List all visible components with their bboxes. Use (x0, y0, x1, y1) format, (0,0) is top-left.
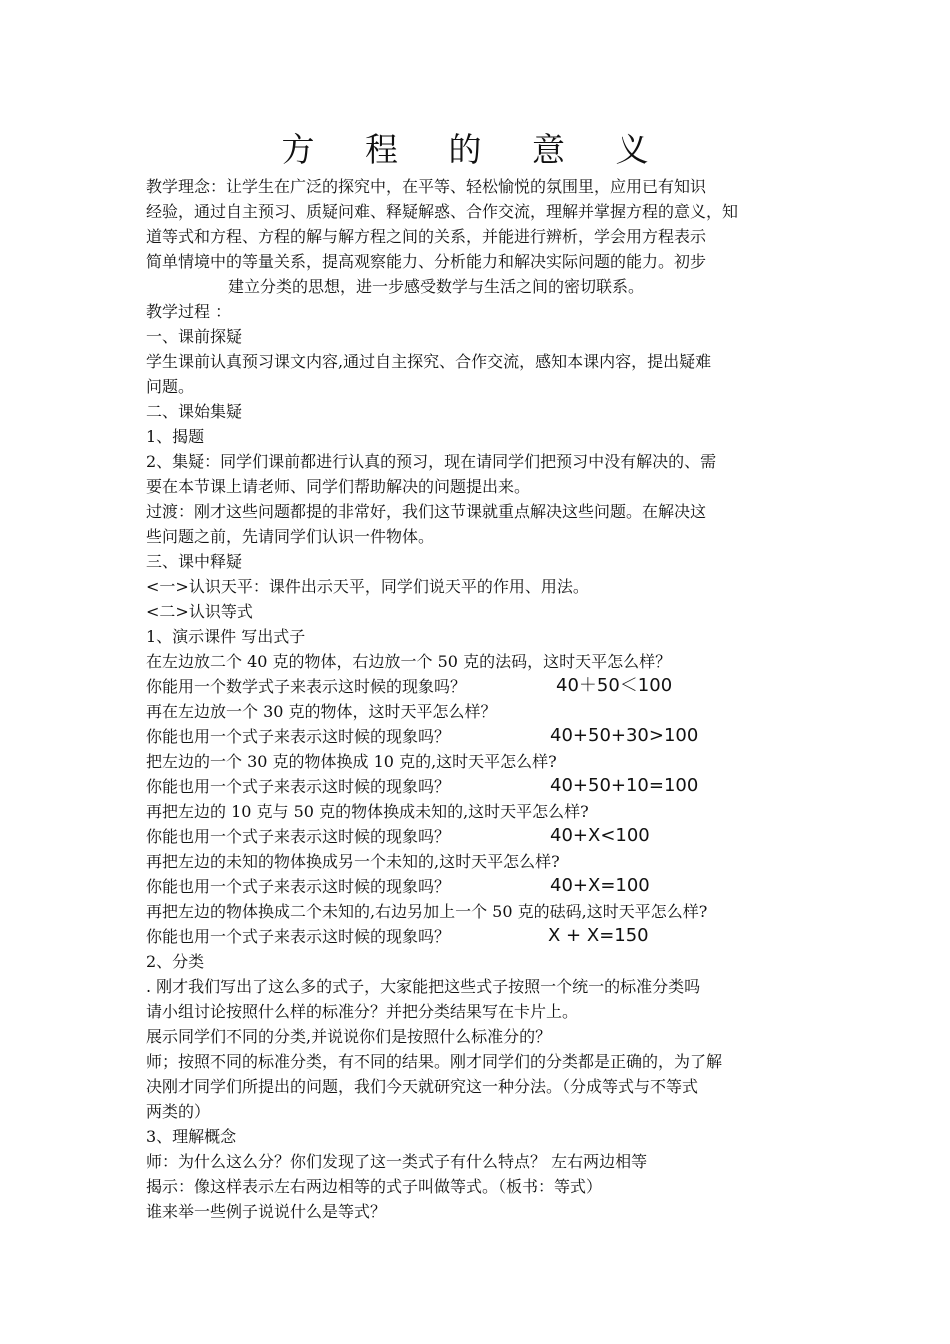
question-4-ask: 你能也用一个式子来表示这时候的现象吗？ (146, 827, 451, 846)
philosophy-line-4: 简单情境中的等量关系，提高观察能力、分析能力和解决实际问题的能力。初步 (146, 252, 707, 271)
equation-6: X + X=150 (548, 925, 649, 946)
section-2-item-1: 1、揭题 (146, 427, 205, 446)
question-2-ask: 你能也用一个式子来表示这时候的现象吗？ (146, 727, 451, 746)
question-6-ask: 你能也用一个式子来表示这时候的现象吗？ (146, 927, 451, 946)
section-2-transition-line-2: 些问题之前，先请同学们认识一件物体。 (146, 527, 435, 546)
question-1-ask: 你能用一个数学式子来表示这时候的现象吗？ (146, 677, 467, 696)
equation-1: 40＋50＜100 (556, 675, 673, 696)
reveal-definition: 揭示：像这样表示左右两边相等的式子叫做等式。（板书：等式） (146, 1177, 603, 1196)
section-1-text-line-1: 学生课前认真预习课文内容,通过自主探究、合作交流，感知本课内容，提出疑难 (146, 352, 712, 371)
classify-line-1: . 刚才我们写出了这么多的式子，大家能把这些式子按照一个统一的标准分类吗 (146, 977, 701, 996)
section-3-heading: 三、课中释疑 (146, 552, 243, 571)
section-2-item-2-line-2: 要在本节课上请老师、同学们帮助解决的问题提出来。 (146, 477, 531, 496)
question-1: 在左边放二个 40 克的物体，右边放一个 50 克的法码，这时天平怎么样？ (146, 652, 672, 671)
teacher-question: 师：为什么这么分？你们发现了这一类式子有什么特点？ 左右两边相等 (146, 1152, 648, 1171)
section-3-sub-2: <二>认识等式 (146, 602, 253, 621)
question-5: 再把左边的未知的物体换成另一个未知的,这时天平怎么样? (146, 852, 560, 871)
section-2-heading: 二、课始集疑 (146, 402, 243, 421)
section-3-sub-1: <一>认识天平：课件出示天平，同学们说天平的作用、用法。 (146, 577, 589, 596)
process-heading: 教学过程 ： (146, 302, 232, 321)
step-2-heading: 2、分类 (146, 952, 205, 971)
page-title: 方 程 的 意 义 (281, 130, 669, 169)
equation-3: 40+50+10=100 (550, 775, 699, 796)
question-3: 把左边的一个 30 克的物体换成 10 克的,这时天平怎么样? (146, 752, 557, 771)
question-6: 再把左边的物体换成二个未知的,右边另加上一个 50 克的砝码,这时天平怎么样? (146, 902, 708, 921)
teacher-summary-line-1: 师；按照不同的标准分类，有不同的结果。刚才同学们的分类都是正确的，为了解 (146, 1052, 723, 1071)
example-prompt: 谁来举一些例子说说什么是等式？ (146, 1202, 387, 1221)
philosophy-line-3: 道等式和方程、方程的解与解方程之间的关系，并能进行辨析，学会用方程表示 (146, 227, 707, 246)
equation-2: 40+50+30>100 (550, 725, 699, 746)
question-3-ask: 你能也用一个式子来表示这时候的现象吗？ (146, 777, 451, 796)
question-5-ask: 你能也用一个式子来表示这时候的现象吗？ (146, 877, 451, 896)
teacher-summary-line-2: 决刚才同学们所提出的问题，我们今天就研究这一种分法。（分成等式与不等式 (146, 1077, 699, 1096)
classify-line-3: 展示同学们不同的分类,并说说你们是按照什么标准分的？ (146, 1027, 552, 1046)
equation-5: 40+X=100 (550, 875, 650, 896)
philosophy-line-2: 经验，通过自主预习、质疑问难、释疑解惑、合作交流，理解并掌握方程的意义，知 (146, 202, 739, 221)
step-1-heading: 1、演示课件 写出式子 (146, 627, 306, 646)
philosophy-line-1: 教学理念：让学生在广泛的探究中，在平等、轻松愉悦的氛围里，应用已有知识 (146, 177, 707, 196)
question-4: 再把左边的 10 克与 50 克的物体换成未知的,这时天平怎么样? (146, 802, 589, 821)
teacher-summary-line-3: 两类的） (146, 1102, 211, 1121)
question-2: 再在左边放一个 30 克的物体，这时天平怎么样？ (146, 702, 497, 721)
equation-4: 40+X<100 (550, 825, 650, 846)
philosophy-line-5: 建立分类的思想，进一步感受数学与生活之间的密切联系。 (228, 277, 645, 296)
section-1-text-line-2: 问题。 (146, 377, 195, 396)
section-1-heading: 一、课前探疑 (146, 327, 243, 346)
section-2-item-2-line-1: 2、集疑：同学们课前都进行认真的预习，现在请同学们把预习中没有解决的、需 (146, 452, 717, 471)
classify-line-2: 请小组讨论按照什么样的标准分？并把分类结果写在卡片上。 (146, 1002, 579, 1021)
step-3-heading: 3、理解概念 (146, 1127, 237, 1146)
section-2-transition-line-1: 过渡：刚才这些问题都提的非常好，我们这节课就重点解决这些问题。在解决这 (146, 502, 707, 521)
